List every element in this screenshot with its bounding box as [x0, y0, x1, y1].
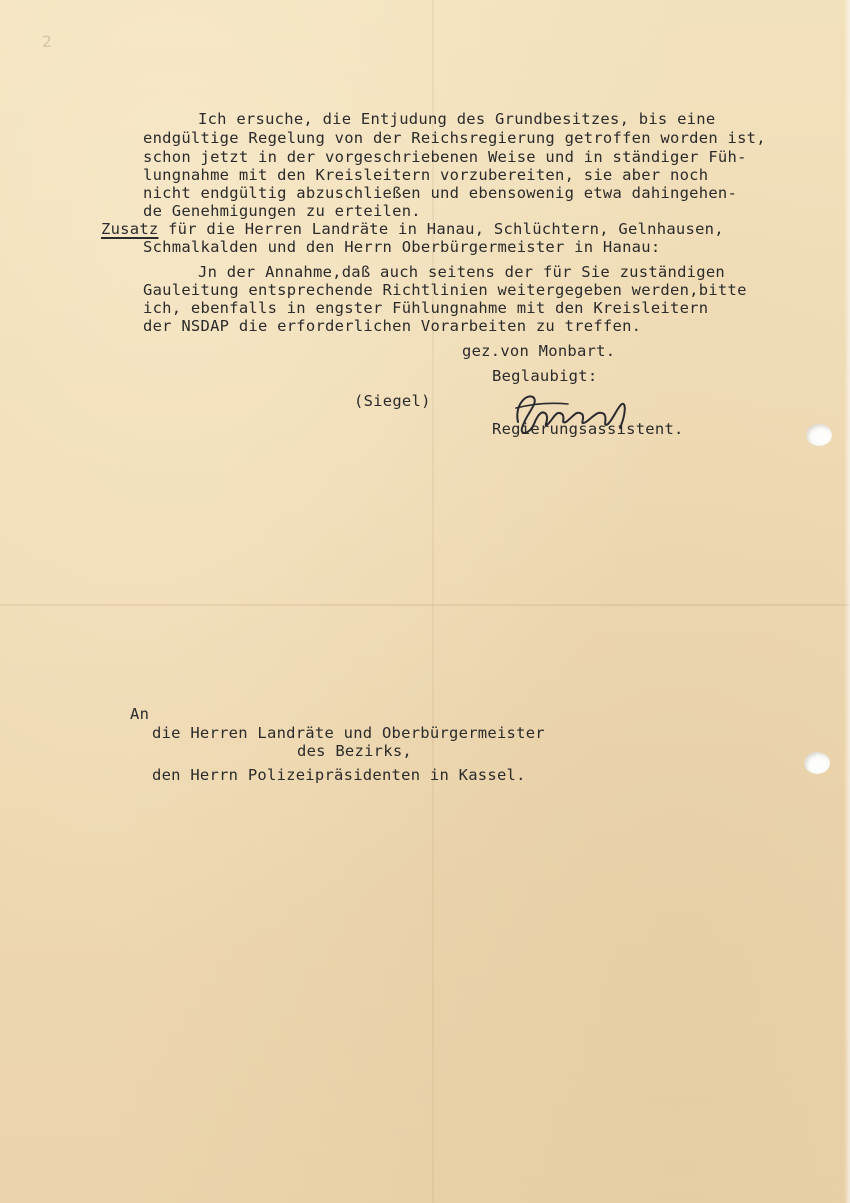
recipients-line-2: des Bezirks,	[297, 742, 412, 760]
recipients-intro: An	[130, 705, 150, 723]
zusatz-body-line-2: Gauleitung entsprechende Richtlinien weitergegeben werden,bitte	[143, 281, 747, 299]
zusatz-line-1	[101, 220, 724, 238]
zusatz-label: Zusatz	[101, 220, 159, 238]
body-line-2: endgültige Regelung von der Reichsregierung getroffen worden ist,	[143, 129, 766, 147]
zusatz-body-line-3: ich, ebenfalls in engster Fühlungnahme mit den Kreisleitern	[143, 299, 709, 317]
body-line-5: nicht endgültig abzuschließen und ebensowenig etwa dahingehen-	[143, 184, 738, 202]
body-line-3: schon jetzt in der vorgeschriebenen Weise und in ständiger Füh-	[143, 148, 747, 166]
paper-edge	[844, 0, 850, 1203]
seal-note: (Siegel)	[354, 392, 431, 410]
punch-hole	[804, 752, 830, 774]
body-line-1: Ich ersuche, die Entjudung des Grundbesitzes, bis eine	[198, 110, 716, 128]
signed-by: gez.von Monbart.	[462, 342, 616, 360]
zusatz-line-1-text: für die Herren Landräte in Hanau, Schlüchtern, Gelnhausen,	[158, 220, 724, 238]
recipients-line-3: den Herrn Polizeipräsidenten in Kassel.	[152, 766, 526, 784]
certified-label: Beglaubigt:	[492, 367, 598, 385]
body-line-6: de Genehmigungen zu erteilen.	[143, 202, 421, 220]
page-mark: 2	[42, 32, 52, 51]
punch-hole	[806, 424, 832, 446]
zusatz-body-line-4: der NSDAP die erforderlichen Vorarbeiten zu treffen.	[143, 317, 642, 335]
zusatz-line-2: Schmalkalden und den Herrn Oberbürgermeister in Hanau:	[143, 238, 661, 256]
handwritten-signature	[508, 384, 638, 444]
body-line-4: lungnahme mit den Kreisleitern vorzubereiten, sie aber noch	[143, 166, 709, 184]
signer-title: Regierungsassistent.	[492, 420, 684, 438]
zusatz-body-line-1: Jn der Annahme,daß auch seitens der für Sie zuständigen	[198, 263, 725, 281]
paper-fold-horizontal	[0, 604, 850, 606]
recipients-line-1: die Herren Landräte und Oberbürgermeister	[152, 724, 545, 742]
